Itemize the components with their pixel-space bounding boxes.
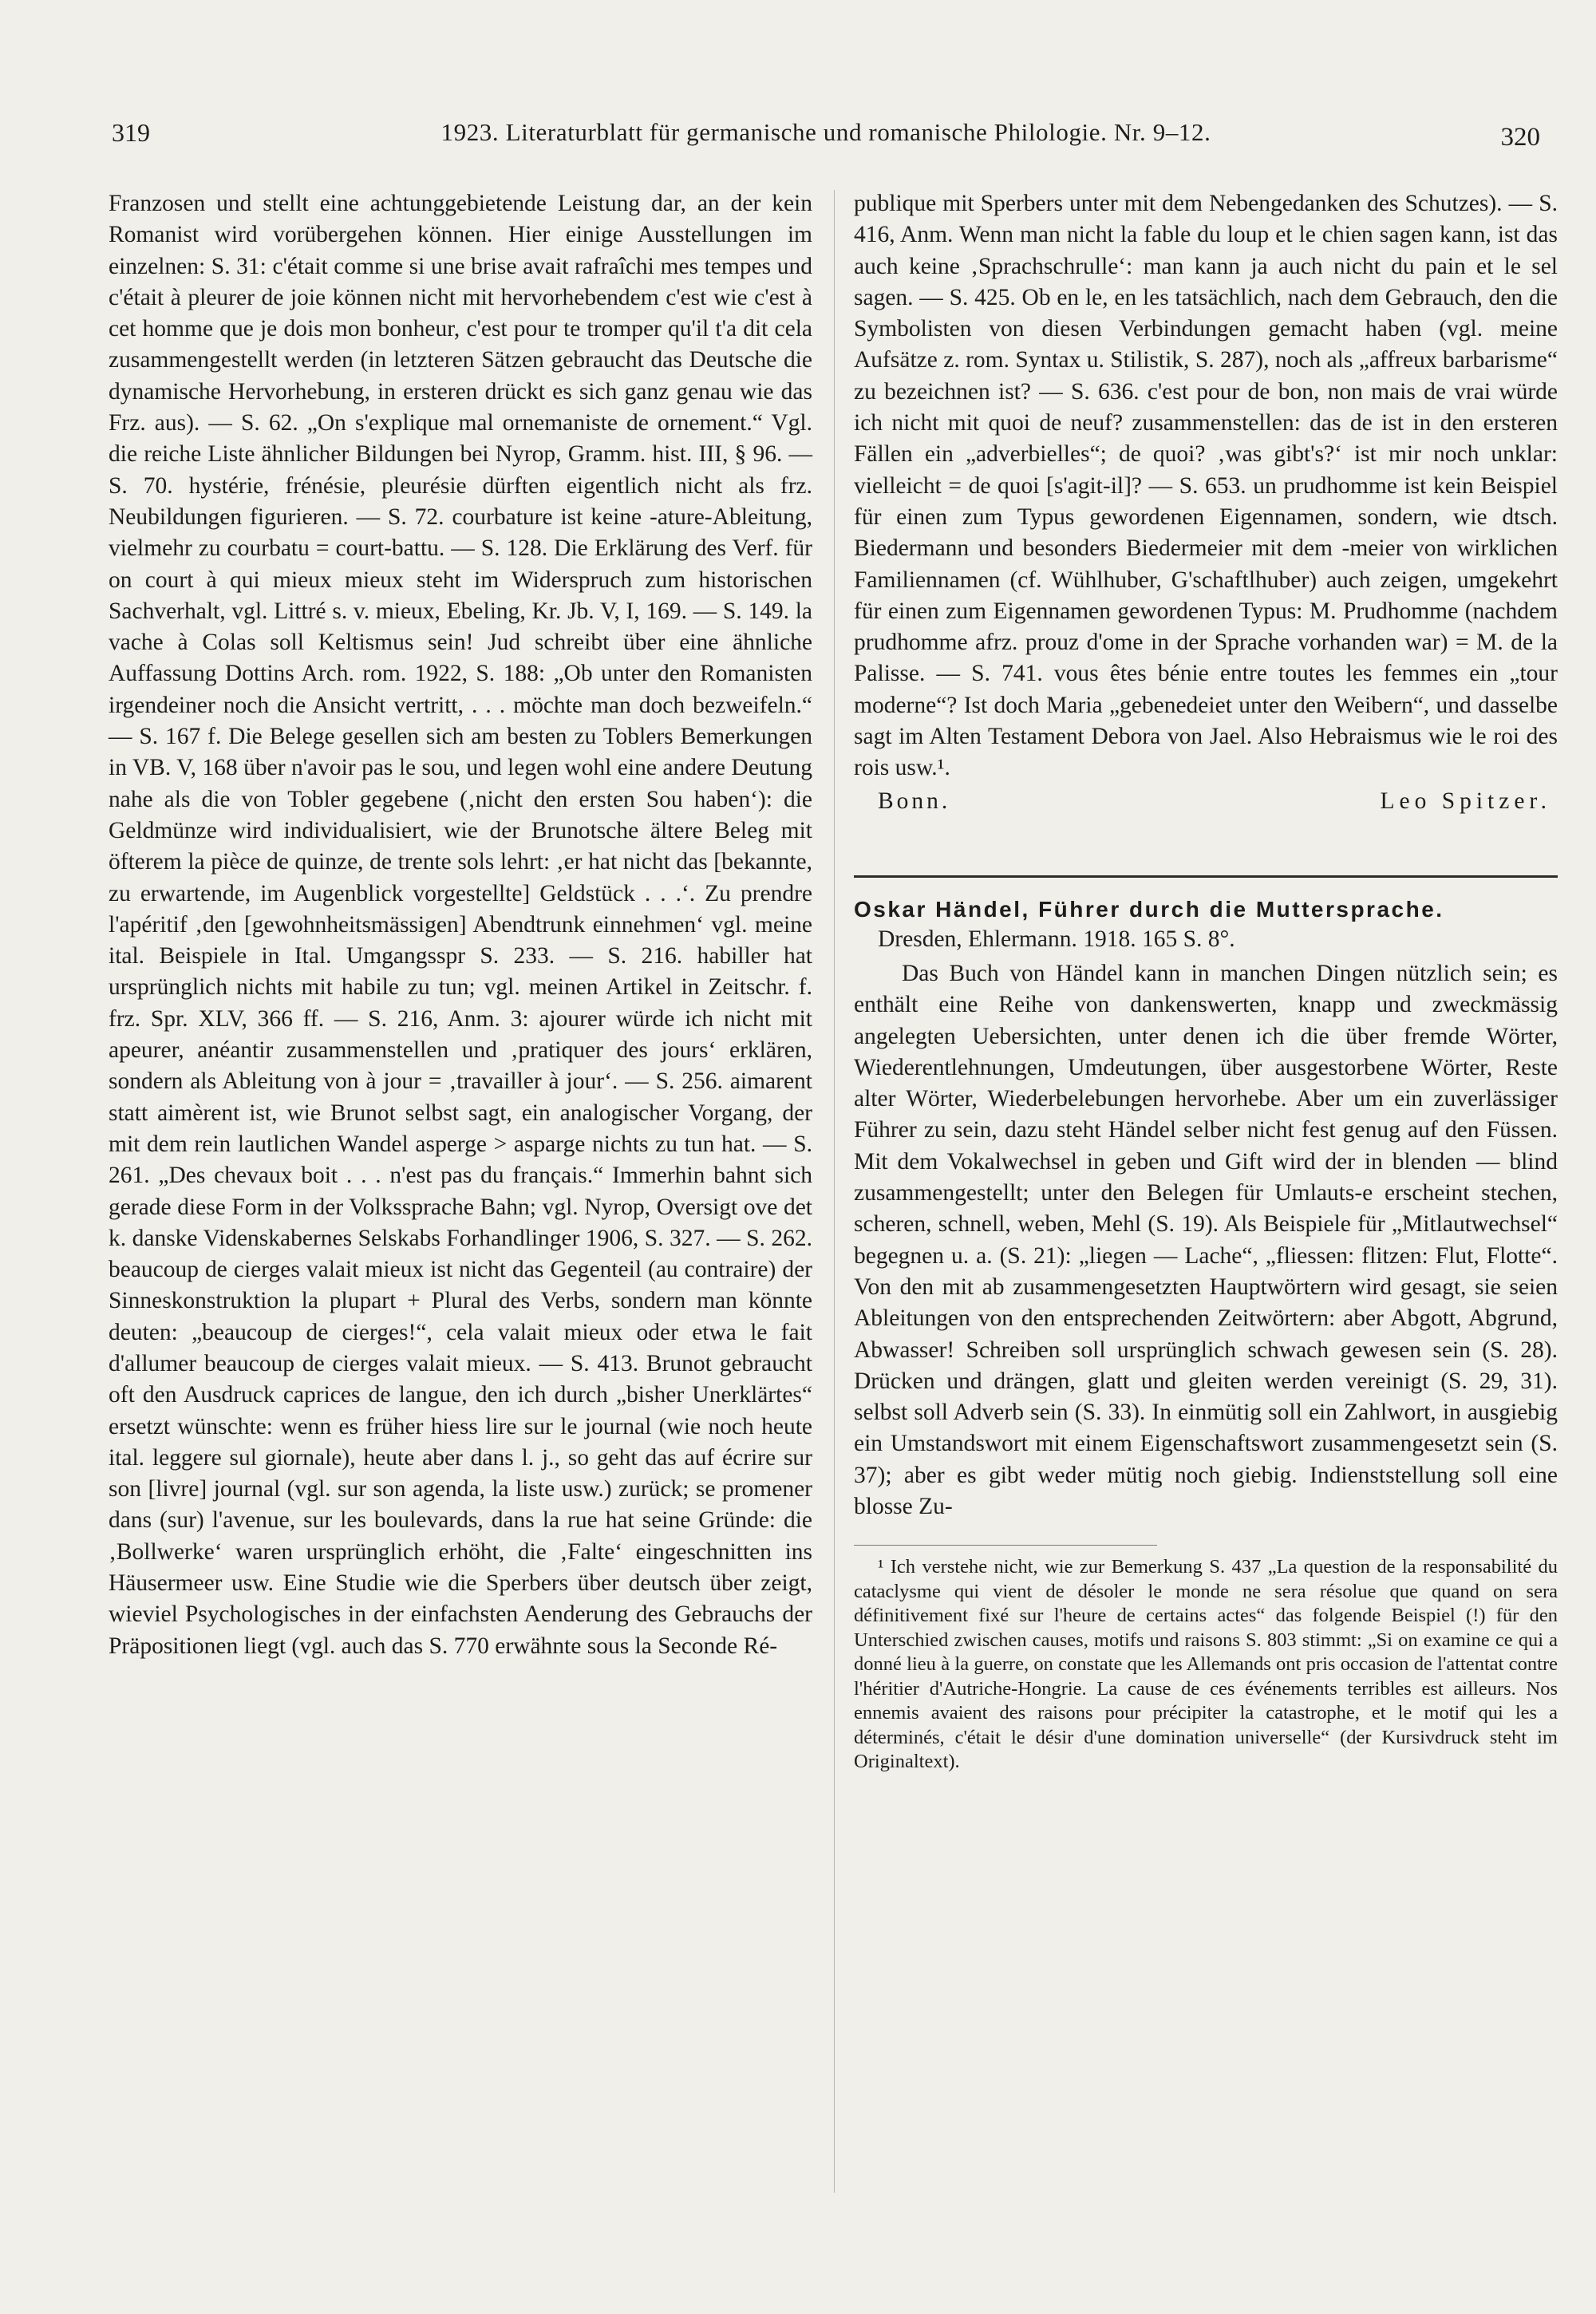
review-publication: Dresden, Ehlermann. 1918. 165 S. 8°. bbox=[878, 926, 1235, 952]
column-divider bbox=[834, 190, 835, 2193]
journal-header-title: 1923. Literaturblatt für germanische und romanische Philologie. Nr. 9–12. bbox=[440, 118, 1211, 146]
page-number-right: 320 bbox=[1500, 123, 1540, 152]
review-conclusion-text: publique mit Sperbers unter mit dem Nebengedanken des Schutzes). — S. 416, Anm. Wenn man nicht la fable du loup et le chien sagen kann, ist das auch keine ‚Sprachschrulle‘: man kann ja auch nicht du pain et le sel sagen. — S. 425. Ob en le, en les tatsächlich, nach dem Gebrauch, den die Symbolisten von diesen Verbindungen gemacht haben (vgl. meine Aufsätze z. rom. Syntax u. Stilistik, S. 287), noch als „affreux barbarisme“ zu bezeichnen ist? — S. 636. c'est pour de bon, non mais de vrai würde ich nicht mit quoi de neuf? zusammenstellen: das de ist in den ersteren Fällen ein „adverbielles“; de quoi? ‚was gibt's?‘ ist mir noch unklar: vielleicht = de quoi [s'agit-il]? — S. 653. un prudhomme ist kein Beispiel für einen zum Typus gewordenen Eigennamen, sondern, wie dtsch. Biedermann und besonders Biedermeier mit dem -meier von wirklichen Familiennamen (cf. Wühlhuber, G'schaftlhuber) auch zeigen, umgekehrt für einen zum Eigennamen gewordenen Typus: M. Prudhomme (nachdem prudhomme afrz. prouz d'ome in der Sprache vorhanden war) = M. de la Palisse. — S. 741. vous êtes bénie entre toutes les femmes ein „tour moderne“? Ist doch Maria „gebenedeiet unter den Weibern“, und dasselbe sagt im Alten Testament Debora von Jael. Also Hebraismus wie le roi des rois usw.¹. bbox=[854, 191, 1558, 781]
review-body: Das Buch von Händel kann in manchen Dingen nützlich sein; es enthält eine Reihe von dankenswerten, knapp und zweckmässig angelegten Uebersichten, unter denen ich die über fremde Wörter, Wiederentlehnungen, Umdeutungen, über ausgestorbene Wörter, Reste alter Wörter, Wiederbelebungen hervorhebe. Aber um ein zuverlässiger Führer zu sein, dazu steht Händel selber nicht fest genug auf den Füssen. Mit dem Vokalwechsel in geben und Gift wird der in blenden — blind zusammengestellt; unter den Belegen für Umlauts-e erscheint stechen, scheren, schnell, weben, Mehl (S. 19). Als Beispiele für „Mitlautwechsel“ begegnen u. a. (S. 21): „liegen — Lache“, „fliessen: flitzen: Flut, Flotte“. Von den mit ab zusammengesetzten Hauptwörtern wird gesagt, sie seien Ableitungen von den entsprechenden Zeitwörtern: aber Abgott, Abgrund, Abwasser! Schreiben soll ursprünglich schwach gewesen sein (S. 28). Drücken und drängen, glatt und gleiten werden vereinigt (S. 29, 31). selbst soll Adverb sein (S. 33). In einmütig soll ein Zahlwort, in ausgiebig ein Umstandswort mit einem Eigenschaftswort zusammengesetzt sein (S. 37); aber es gibt weder mütig noch giebig. Indienststellung soll eine blosse Zu- bbox=[854, 960, 1558, 1519]
running-header bbox=[112, 118, 1540, 153]
review-continuation-text: Franzosen und stellt eine achtunggebietende Leistung dar, an der kein Romanist wird vorübergehen können. Hier einige Ausstellungen im einzelnen: S. 31: c'était comme si une brise avait rafraîchi mes tempes und c'était à pleurer de joie können nicht mit hervorhebendem c'est wie c'est à cet homme que je dois mon bonheur, c'est pour te tromper qu'il t'a dit cela zusammengestellt werden (in letzteren Sätzen gebraucht das Deutsche die dynamische Hervorhebung, in ersteren drückt es sich ganz genau wie das Frz. aus). — S. 62. „On s'explique mal ornemaniste de ornement.“ Vgl. die reiche Liste ähnlicher Bildungen bei Nyrop, Gramm. hist. III, § 96. — S. 70. hystérie, frénésie, pleurésie dürften eigentlich nicht als frz. Neubildungen figurieren. — S. 72. courbature ist keine -ature-Ableitung, vielmehr zu courbatu = court-battu. — S. 128. Die Erklärung des Verf. für on court à qui mieux mieux steht im Widerspruch zum historischen Sachverhalt, vgl. Littré s. v. mieux, Ebeling, Kr. Jb. V, I, 169. — S. 149. la vache à Colas soll Keltismus sein! Jud schreibt über eine ähnliche Auffassung Dottins Arch. rom. 1922, S. 188: „Ob unter den Romanisten irgendeiner noch die Ansicht vertritt, . . . möchte man doch bezweifeln.“ — S. 167 f. Die Belege gesellen sich am besten zu Toblers Bemerkungen in VB. V, 168 über n'avoir pas le sou, und legen wohl eine andere Deutung nahe als die von Tobler gegebene (‚nicht den ersten Sou haben‘): die Geldmünze wird individualisiert, wie der Brunotsche ältere Beleg mit öfterem la pièce de quinze, de trente sols lehrt: ‚er hat nicht das [bekannte, zu erwartende, im Augenblick vorgestellte] Geldstück . . .‘. Zu prendre l'apéritif ‚den [gewohnheitsmässigen] Abendtrunk einnehmen‘ vgl. meine ital. Beispiele in Ital. Umgangsspr S. 233. — S. 216. habiller hat ursprünglich nichts mit habile zu tun; vgl. meinen Artikel in Zeitschr. f. frz. Spr. XLV, 366 ff. — S. 216, Anm. 3: ajourer würde ich nicht mit apeurer, anéantir zusammenstellen und ‚pratiquer des jours‘ erklären, sondern als Ableitung von à jour = ‚travailler à jour‘. — S. 256. aimarent statt aimèrent ist, wie Brunot selbst sagt, ein analogischer Vorgang, der mit dem rein lautlichen Wandel asperge > asparge nichts zu tun hat. — S. 261. „Des chevaux boit . . . n'est pas du français.“ Immerhin bahnt sich gerade diese Form in der Volkssprache Bahn; vgl. Nyrop, Oversigt ove det k. danske Videnskabernes Selskabs Forhandlinger 1906, S. 327. — S. 262. beaucoup de cierges valait mieux ist nicht das Gegenteil (au contraire) der Sinneskonstruktion la plupart + Plural des Verbs, sondern man könnte deuten: „beaucoup de cierges!“, cela valait mieux oder etwa le fait d'allumer beaucoup de cierges valait mieux. — S. 413. Brunot gebraucht oft den Ausdruck caprices de langue, den ich durch „bisher Unerklärtes“ ersetzt wünschte: wenn es früher hiess lire sur le journal (wie noch heute ital. leggere sul giornale), heute aber dans l. j., so geht das auf écrire sur son [livre] journal (vgl. sur son agenda, la liste usw.) zurück; se promener dans (sur) l'avenue, sur les boulevards, dans la rue hat seine Gründe: die ‚Bollwerke‘ waren ursprünglich erhöht, die ‚Falte‘ eingeschnitten ins Häusermeer usw. Eine Studie wie die Sperbers über deutsch über zeigt, wieviel Psychologisches in der einfachsten Aenderung des Gebrauchs der Präpositionen liegt (vgl. auch das S. 770 erwähnte sous la Seconde Ré- bbox=[109, 191, 812, 1659]
footnote-rule bbox=[854, 1545, 1157, 1546]
footnote: ¹ Ich verstehe nicht, wie zur Bemerkung S. 437 „La question de la responsabilité du cataclysme qui vient de désoler le monde ne sera résolue que quand on sera définitivement fixé sur l'heure de certains actes“ das folgende Beispiel (!) für den Unterschied zwischen causes, motifs und raisons S. 803 stimmt: „Si on examine ce qui a donné lieu à la guerre, on constate que les Allemands ont pris occasion de l'attentat contre l'héritier d'Autriche-Hongrie. La cause de ces événements terribles est ailleurs. Nos ennemis avaient des raisons pour précipiter la catastrophe, et le motif qui les a déterminés, c'était le désir d'une domination universelle“ (der Kursivdruck steht im Originaltext). bbox=[854, 1556, 1558, 1773]
left-column bbox=[109, 188, 812, 1662]
page-number-left: 319 bbox=[112, 118, 150, 147]
signature-author: Leo Spitzer. bbox=[1380, 788, 1551, 814]
right-column bbox=[854, 188, 1558, 1775]
review-heading: Oskar Händel, Führer durch die Muttersprache. bbox=[854, 896, 1444, 922]
signature-place: Bonn. bbox=[878, 788, 951, 814]
signature-line bbox=[854, 786, 1558, 819]
section-rule bbox=[854, 875, 1558, 878]
